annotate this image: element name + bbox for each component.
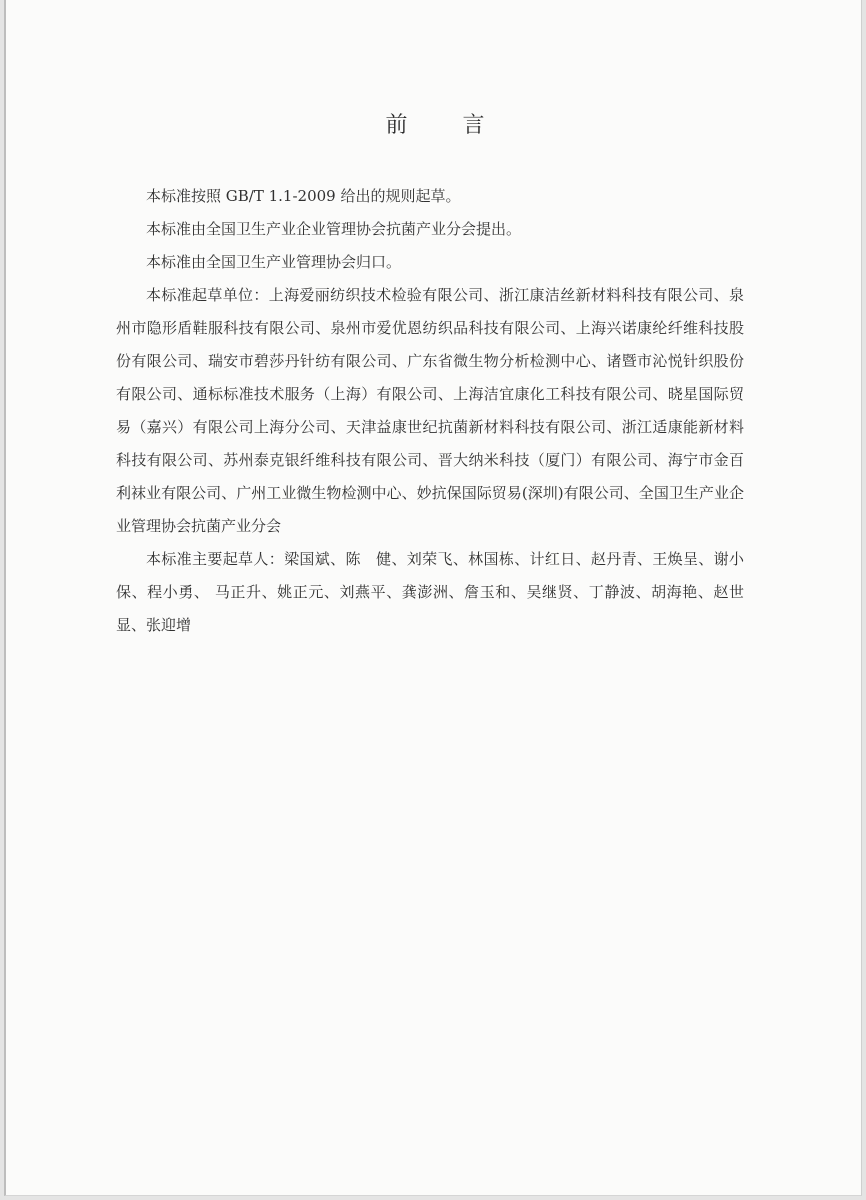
paragraph-main-drafters: 本标准主要起草人：梁国斌、陈 健、刘荣飞、林国栋、计红日、赵丹青、王焕呈、谢小保、程小勇、 马正升、姚正元、刘燕平、龚澎洲、詹玉和、吴继贤、丁静波、胡海艳、赵世显、张迎增: [116, 550, 744, 634]
paragraph-drafting-rules: 本标准按照 GB/T 1.1-2009 给出的规则起草。: [146, 187, 461, 205]
paragraph-drafting-units: 本标准起草单位：上海爱丽纺织技术检验有限公司、浙江康洁丝新材料科技有限公司、泉州市隐形盾鞋服科技有限公司、泉州市爱优恩纺织品科技有限公司、上海兴诺康纶纤维科技股份有限公司、瑞安市碧莎丹针纺有限公司、广东省微生物分析检测中心、诸暨市沁悦针织股份有限公司、通标标准技术服务（上海）有限公司、上海洁宜康化工科技有限公司、晓星国际贸易（嘉兴）有限公司上海分公司、天津益康世纪抗菌新材料科技有限公司、浙江适康能新材料科技有限公司、苏州泰克银纤维科技有限公司、晋大纳米科技（厦门）有限公司、海宁市金百利袜业有限公司、广州工业微生物检测中心、妙抗保国际贸易(深圳)有限公司、全国卫生产业企业管理协会抗菌产业分会: [116, 286, 744, 535]
document-body: [116, 180, 744, 642]
paragraph-administrator: 本标准由全国卫生产业管理协会归口。: [146, 253, 402, 271]
paragraph-proposer: 本标准由全国卫生产业企业管理协会抗菌产业分会提出。: [146, 220, 522, 238]
page-title: 前 言: [385, 113, 509, 138]
